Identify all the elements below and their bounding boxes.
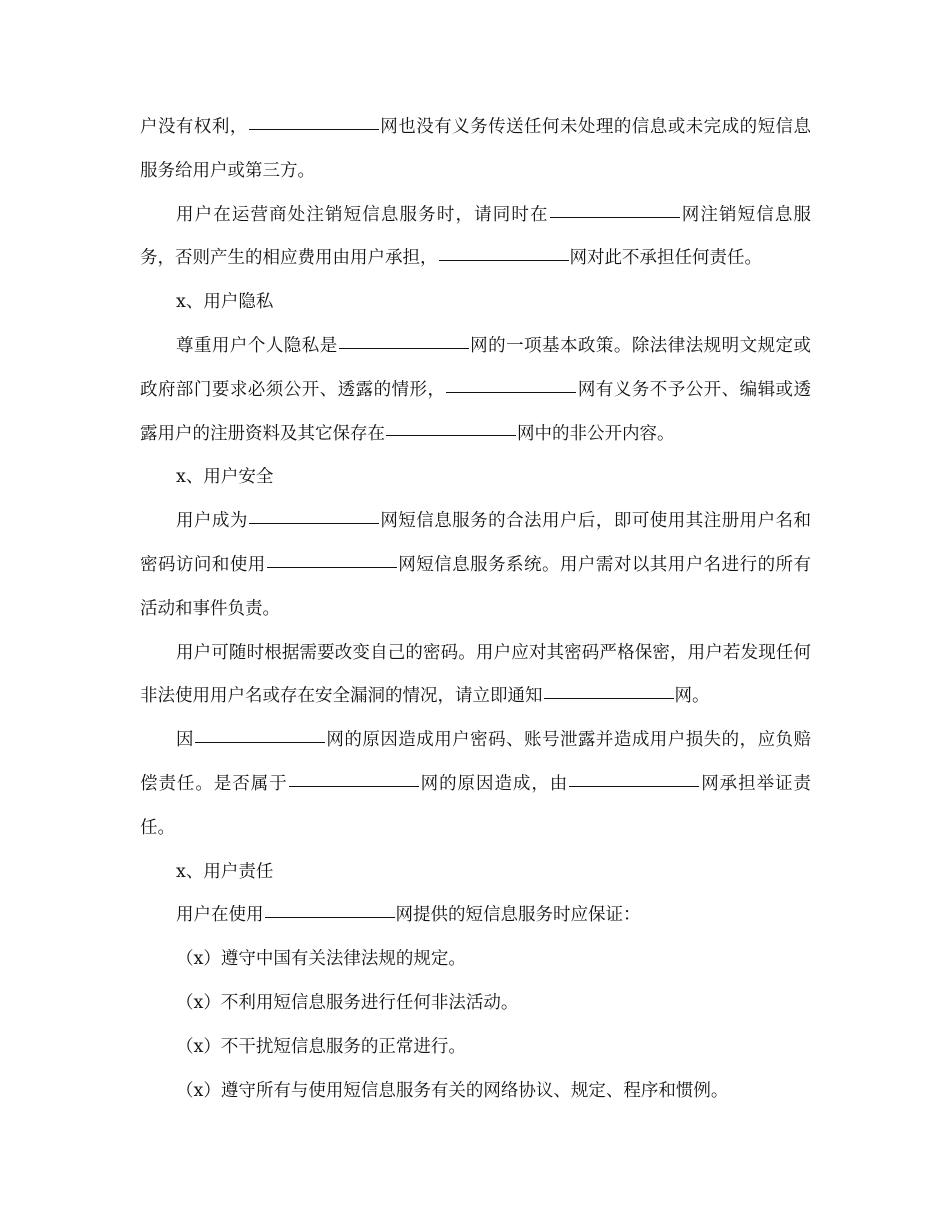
paragraph-privacy-policy: [140, 325, 811, 456]
paragraph-liability: [140, 719, 811, 850]
text-segment: 用户可随时根据需要改变自己的密码。用户应对其密码严格保密，用户若发现任何非法使用用户名或存在安全漏洞的情况，请立即通知: [140, 642, 811, 707]
list-item: [140, 938, 811, 982]
blank-line: [544, 697, 674, 699]
blank-line: [195, 741, 325, 743]
list-item-text: （x）不利用短信息服务进行任何非法活动。: [176, 992, 519, 1013]
list-item-text: （x）遵守中国有关法律法规的规定。: [176, 949, 466, 970]
text-segment: 网的原因造成，由: [419, 773, 569, 794]
text-segment: 网也没有义务传送任何未处理的信息或未完成的短信息服务给用户或第三方。: [140, 117, 812, 181]
text-segment: 网有义务不予公开、编辑或透露用户的注册资料及其它保存在: [140, 379, 812, 444]
text-segment: 户没有权利，: [140, 117, 248, 137]
text-segment: 网短信息服务的合法用户后，即可使用其注册用户名和密码访问和使用: [140, 511, 812, 575]
text-segment: 网中的非公开内容。: [517, 423, 675, 444]
blank-line: [550, 216, 680, 218]
paragraph-usage-guarantee: [140, 894, 811, 938]
text-segment: 用户在使用: [176, 905, 264, 926]
list-item-text: （x）遵守所有与使用短信息服务有关的网络协议、规定、程序和惯例。: [176, 1080, 729, 1101]
paragraph-change-password: [140, 632, 811, 720]
heading-user-responsibility: [140, 851, 811, 895]
blank-line: [439, 259, 569, 261]
blank-line: [249, 522, 379, 524]
heading-text: x、用户隐私: [176, 292, 274, 313]
list-item: [140, 982, 811, 1026]
text-segment: 网短信息服务系统。用户需对以其用户名进行的所有活动和事件负责。: [140, 554, 812, 619]
text-segment: 网提供的短信息服务时应保证：: [395, 905, 641, 926]
paragraph-cancel-service: [140, 194, 811, 282]
text-segment: 网的原因造成用户密码、账号泄露并造成用户损失的，应负赔偿责任。是否属于: [140, 730, 812, 794]
blank-line: [267, 566, 397, 568]
heading-user-privacy: [140, 281, 811, 325]
heading-text: x、用户安全: [176, 467, 274, 488]
text-segment: 网注销短信息服务，否则产生的相应费用由用户承担，: [140, 204, 812, 269]
blank-line: [289, 785, 419, 787]
blank-line: [249, 128, 379, 130]
text-segment: 用户成为: [176, 511, 248, 532]
text-segment: 网承担举证责任。: [140, 773, 812, 838]
blank-line: [339, 347, 469, 349]
blank-line: [569, 785, 699, 787]
text-segment: 尊重用户个人隐私是: [176, 335, 338, 356]
text-segment: 网的一项基本政策。除法律法规明文规定或政府部门要求必须公开、透露的情形，: [140, 335, 812, 400]
heading-user-security: [140, 456, 811, 500]
list-item: [140, 1070, 811, 1114]
document-page: [140, 106, 811, 1113]
list-item-text: （x）不干扰短信息服务的正常进行。: [176, 1036, 466, 1057]
blank-line: [386, 434, 516, 436]
list-item: [140, 1026, 811, 1070]
text-segment: 网。: [674, 686, 710, 707]
text-segment: 因: [176, 730, 194, 751]
blank-line: [446, 391, 576, 393]
paragraph-legal-user: [140, 500, 811, 631]
blank-line: [265, 916, 395, 918]
text-segment: 网对此不承担任何责任。: [569, 248, 762, 269]
paragraph-service-rights: [140, 106, 811, 194]
heading-text: x、用户责任: [176, 861, 274, 882]
text-segment: 用户在运营商处注销短信息服务时，请同时在: [176, 204, 549, 225]
